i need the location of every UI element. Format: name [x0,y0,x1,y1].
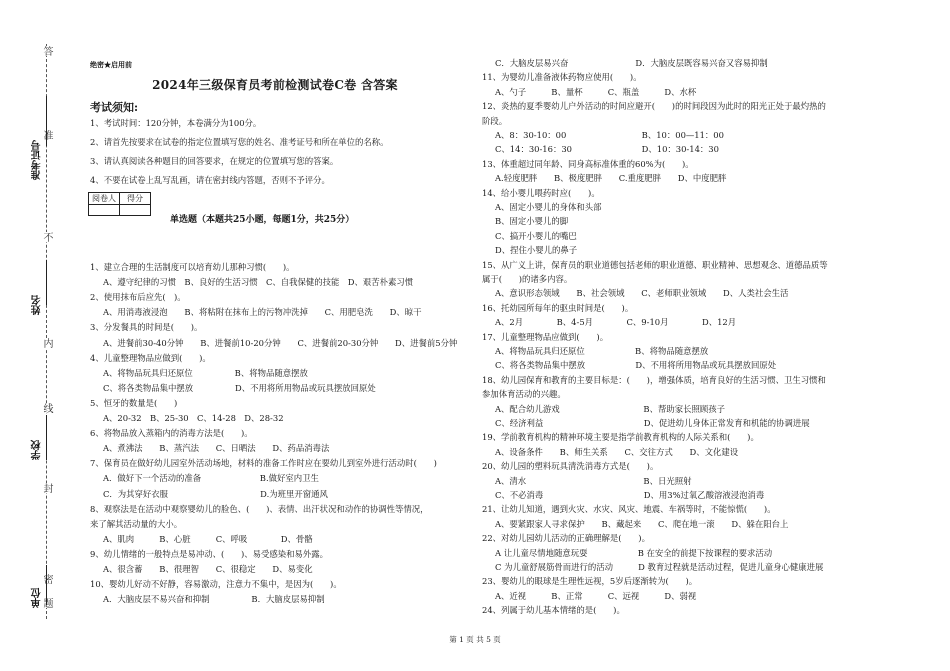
answer-options: A、很含蓄 B、很理智 C、很稳定 D、易变化 [103,564,313,574]
question-text: 1、建立合理的生活制度可以培育幼儿那种习惯( )。 [90,262,295,272]
notice-item: 4、不要在试卷上乱写乱画，请在密封线内答题，否则不予评分。 [90,175,330,185]
answer-options: C、搞开小婴儿的嘴巴 [495,230,577,241]
answer-options: C、将各类物品集中摆放 D、不用将所用物品或玩具摆放回原处 [103,382,376,393]
answer-options: A、20-32 B、25-30 C、14-28 D、28-32 [103,413,284,423]
answer-options: C、经济利益 D、促进幼儿身体正常发育和机能的协调进展 [495,418,810,428]
question-text: 14、给小婴儿喂药时应( )。 [482,187,600,198]
unit-field[interactable] [46,565,47,605]
answer-options: A、8：30-10：00 B、10：00—11：00 [495,130,724,140]
seal-mark: 答 [41,46,52,56]
question-text: 19、学前教育机构的精神环境主要是指学前教育机构的人际关系和( )。 [482,432,759,443]
answer-options: A.轻度肥胖 B、极度肥胖 C.重度肥胖 D、中度肥胖 [495,173,727,184]
answer-options: A、进餐前30-40分钟 B、进餐前10-20分钟 C、进餐前20-30分钟 D、进餐前5分钟 [103,337,458,348]
question-text: 16、托幼园所每年的驱虫时间是( )。 [482,302,634,313]
question-text: 3、分发餐具的时间是( )。 [90,322,203,333]
score-cell[interactable] [120,205,151,216]
grader-cell[interactable] [89,205,120,216]
exam-number-label: 准考证号 [32,140,43,180]
score-table [88,192,151,216]
answer-options: A、设备条件 B、师生关系 C、交往方式 D、文化建设 [495,446,739,457]
question-text: 23、婴幼儿的眼球是生理性远视，5岁后逐渐转为( )。 [482,576,698,587]
answer-options: A、2月 B、4-5月 C、9-10月 D、12月 [495,317,737,328]
unit-label: 单位 [32,588,43,608]
seal-mark: 准 [41,130,52,140]
notice-item: 1、考试时间：120分钟，本卷满分为100分。 [90,118,262,128]
answer-options: A、煮沸法 B、蒸汽法 C、日晒法 D、药品消毒法 [103,443,330,454]
answer-options: D、捏住小婴儿的鼻子 [495,245,578,256]
answer-options: A、勺子 B、量杯 C、瓶盖 D、水杯 [495,86,697,97]
question-text: 6、将物品放入蒸箱内的消毒方法是( )。 [90,428,253,439]
answer-options: A、将物品玩具归还原位 B、将物品随意摆放 [495,346,709,356]
seal-mark: 密 [41,574,52,584]
notice-item: 3、请认真阅读各种题目的回答要求，在规定的位置填写您的答案。 [90,156,339,166]
answer-options: A．做好下一个活动的准备 B.做好室内卫生 [103,473,319,484]
answer-options: A、将物品玩具归还原位 B、将物品随意摆放 [103,367,308,378]
school-label: 学校 [32,440,43,460]
seal-mark: 线 [41,403,52,413]
question-text: 15、从广义上讲，保育员的职业道德包括老师的职业道德、职业精神、思想观念、道德品质等 [482,259,828,270]
answer-options: C、不必消毒 D、用3%过氧乙酸溶液浸泡消毒 [495,490,765,500]
question-text: 4、儿童整理物品应做到( )。 [90,352,211,363]
grader-header: 阅卷人 [89,193,120,205]
answer-options: A、意识形态领域 B、社会领域 C、老师职业领域 D、人类社会生活 [495,288,789,299]
school-field[interactable] [46,415,47,460]
answer-options: A、要紧跟家人寻求保护 B、藏起来 C、爬在地一滚 D、躲在阳台上 [495,518,789,529]
answer-options: A、用消毒液浸泡 B、将粘附在抹布上的污物冲洗掉 C、用肥皂洗 D、晾干 [103,307,422,318]
question-text: 2、使用抹布后应先( )。 [90,292,186,303]
seal-mark: 封 [41,483,52,493]
seal-mark: 题 [41,598,52,608]
section-heading: 单选题（本题共25小题，每题1分，共25分） [170,215,355,225]
answer-options: C．大脑皮层易兴奋 D．大脑皮层既容易兴奋又容易抑制 [495,58,768,68]
question-text: 22、对幼儿园幼儿活动的正确理解是( )。 [482,533,650,544]
answer-options: A、固定小婴儿的身体和头部 [495,202,602,212]
answer-options: A 让儿童尽情地随意玩耍 B 在安全的前提下按课程的要求活动 [495,547,773,558]
question-text: 11、为婴幼儿准备液体药物应使用( )。 [482,72,642,83]
question-text: 7、保育员在做好幼儿园室外活动场地，材料的准备工作时应在要幼儿到室外进行活动时( ) [90,458,437,469]
question-text: 参加体育活动的兴趣。 [482,389,566,400]
answer-options: A．大脑皮层不易兴奋和抑制 B．大脑皮层易抑制 [103,594,325,605]
seal-mark: 内 [41,338,52,348]
answer-options: C．为其穿好衣服 D.为班里开窗通风 [103,488,328,499]
score-header: 得分 [120,193,151,205]
page-footer: 第 1 页 共 5 页 [449,635,501,644]
notice-heading: 考试须知: [90,101,139,114]
answer-options: C 为儿童舒展筋骨而进行的活动 D 教育过程就是活动过程，促进儿童身心健康进展 [495,562,824,572]
binding-margin [0,0,80,671]
question-text: 来了解其活动量的大小。 [90,518,183,529]
page-title: 2024年三级保育员考前检测试卷C卷 含答案 [152,78,398,92]
answer-options: A、配合幼儿游戏 B、帮助家长照顾孩子 [495,403,725,414]
question-text: 17、儿童整理物品应做到( )。 [482,331,609,342]
question-text: 24、列属于幼儿基本情绪的是( )。 [482,605,625,616]
question-text: 18、幼儿园保育和教育的主要目标是：( )，增强体质，培育良好的生活习惯、卫生习惯和 [482,374,826,385]
exam-number-field[interactable] [46,96,47,146]
answer-options: A、肌肉 B、心脏 C、呼吸 D、骨骼 [103,533,313,544]
name-field[interactable] [46,260,47,305]
answer-options: A、近视 B、正常 C、远视 D、弱视 [495,590,697,601]
confidential-mark: 绝密★启用前 [90,60,132,69]
answer-options: C、将各类物品集中摆放 D、不用将所用物品或玩具摆放回原处 [495,360,777,371]
answer-options: A、遵守纪律的习惯 B、良好的生活习惯 C、自我保健的技能 D、艰苦朴素习惯 [103,277,414,288]
name-label: 姓名 [32,295,43,315]
question-text: 阶段。 [482,115,508,126]
question-text: 12、炎热的夏季婴幼儿户外活动的时间应避开( )的时间段因为此时的阳光正处于最灼热的 [482,101,826,112]
seal-mark: 不 [41,232,52,242]
notice-item: 2、请首先按要求在试卷的指定位置填写您的姓名、准考证号和所在单位的名称。 [90,137,389,147]
question-text: 10、婴幼儿好动不好静，容易激动，注意力不集中，是因为( )。 [90,579,342,590]
answer-options: B、固定小婴儿的脚 [495,216,569,227]
question-text: 9、幼儿情绪的一般特点是易冲动、( )、易受感染和易外露。 [90,548,328,559]
question-text: 20、幼儿园的塑料玩具清洗消毒方式是( )。 [482,461,659,472]
question-text: 8、观察法是在活动中观察婴幼儿的脸色、( )、表情、出汗状况和动作的协调性等情况， [90,503,429,514]
question-text: 13、体重超过同年龄、同身高标准体重的60%为( )。 [482,158,694,169]
question-text: 5、恒牙的数量是( ) [90,397,178,408]
answer-options: C、14：30-16：30 D、10：30-14：30 [495,144,719,155]
answer-options: A、清水 B、日光照射 [495,475,692,486]
question-text: 属于( )的诸多内容。 [482,274,573,284]
question-text: 21、让幼儿知道，遇到火灾、水灾、风灾、地震、车祸等时，不能惊慌( )。 [482,504,776,515]
